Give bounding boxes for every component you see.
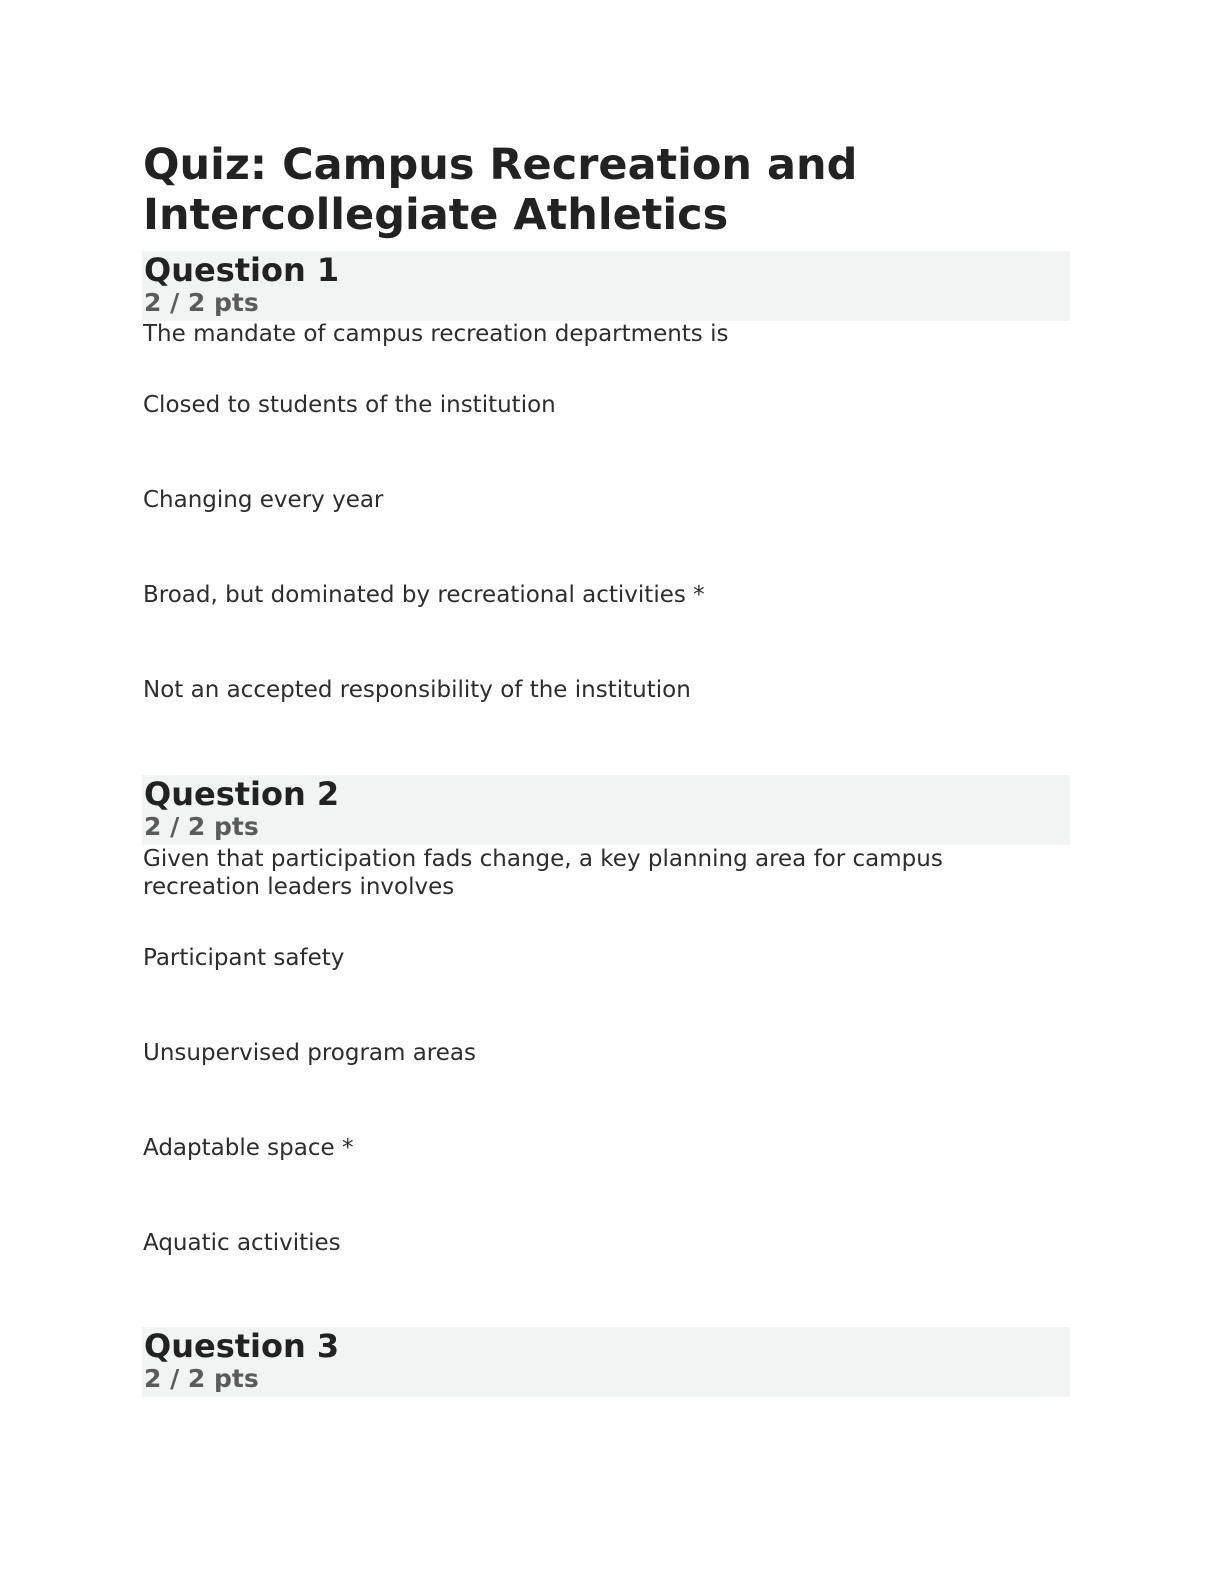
question-3-points: 2 / 2 pts: [144, 1364, 259, 1393]
question-1-answer-2[interactable]: Changing every year: [143, 487, 384, 513]
question-1-text: The mandate of campus recreation departments is: [143, 321, 729, 347]
question-1-answer-4[interactable]: Not an accepted responsibility of the institution: [143, 677, 691, 703]
page-title: Quiz: Campus Recreation and Intercollegiate Athletics: [143, 140, 858, 240]
question-1-answer-1[interactable]: Closed to students of the institution: [143, 392, 556, 418]
question-2-answer-2[interactable]: Unsupervised program areas: [143, 1040, 476, 1066]
question-2-title: Question 2: [144, 775, 340, 813]
question-2-answer-4[interactable]: Aquatic activities: [143, 1230, 341, 1256]
question-1-points: 2 / 2 pts: [144, 288, 259, 317]
question-1-answer-3[interactable]: Broad, but dominated by recreational activities *: [143, 582, 705, 608]
question-2-header: [142, 775, 1070, 845]
question-3-title: Question 3: [144, 1327, 340, 1365]
question-3-header: [142, 1327, 1070, 1397]
question-1-title: Question 1: [144, 251, 340, 289]
question-1-header: [142, 251, 1070, 321]
question-2-answer-3[interactable]: Adaptable space *: [143, 1135, 354, 1161]
question-2-text: Given that participation fads change, a key planning area for campus recreation leaders involves: [143, 846, 943, 900]
question-2-points: 2 / 2 pts: [144, 812, 259, 841]
question-2-answer-1[interactable]: Participant safety: [143, 945, 345, 971]
